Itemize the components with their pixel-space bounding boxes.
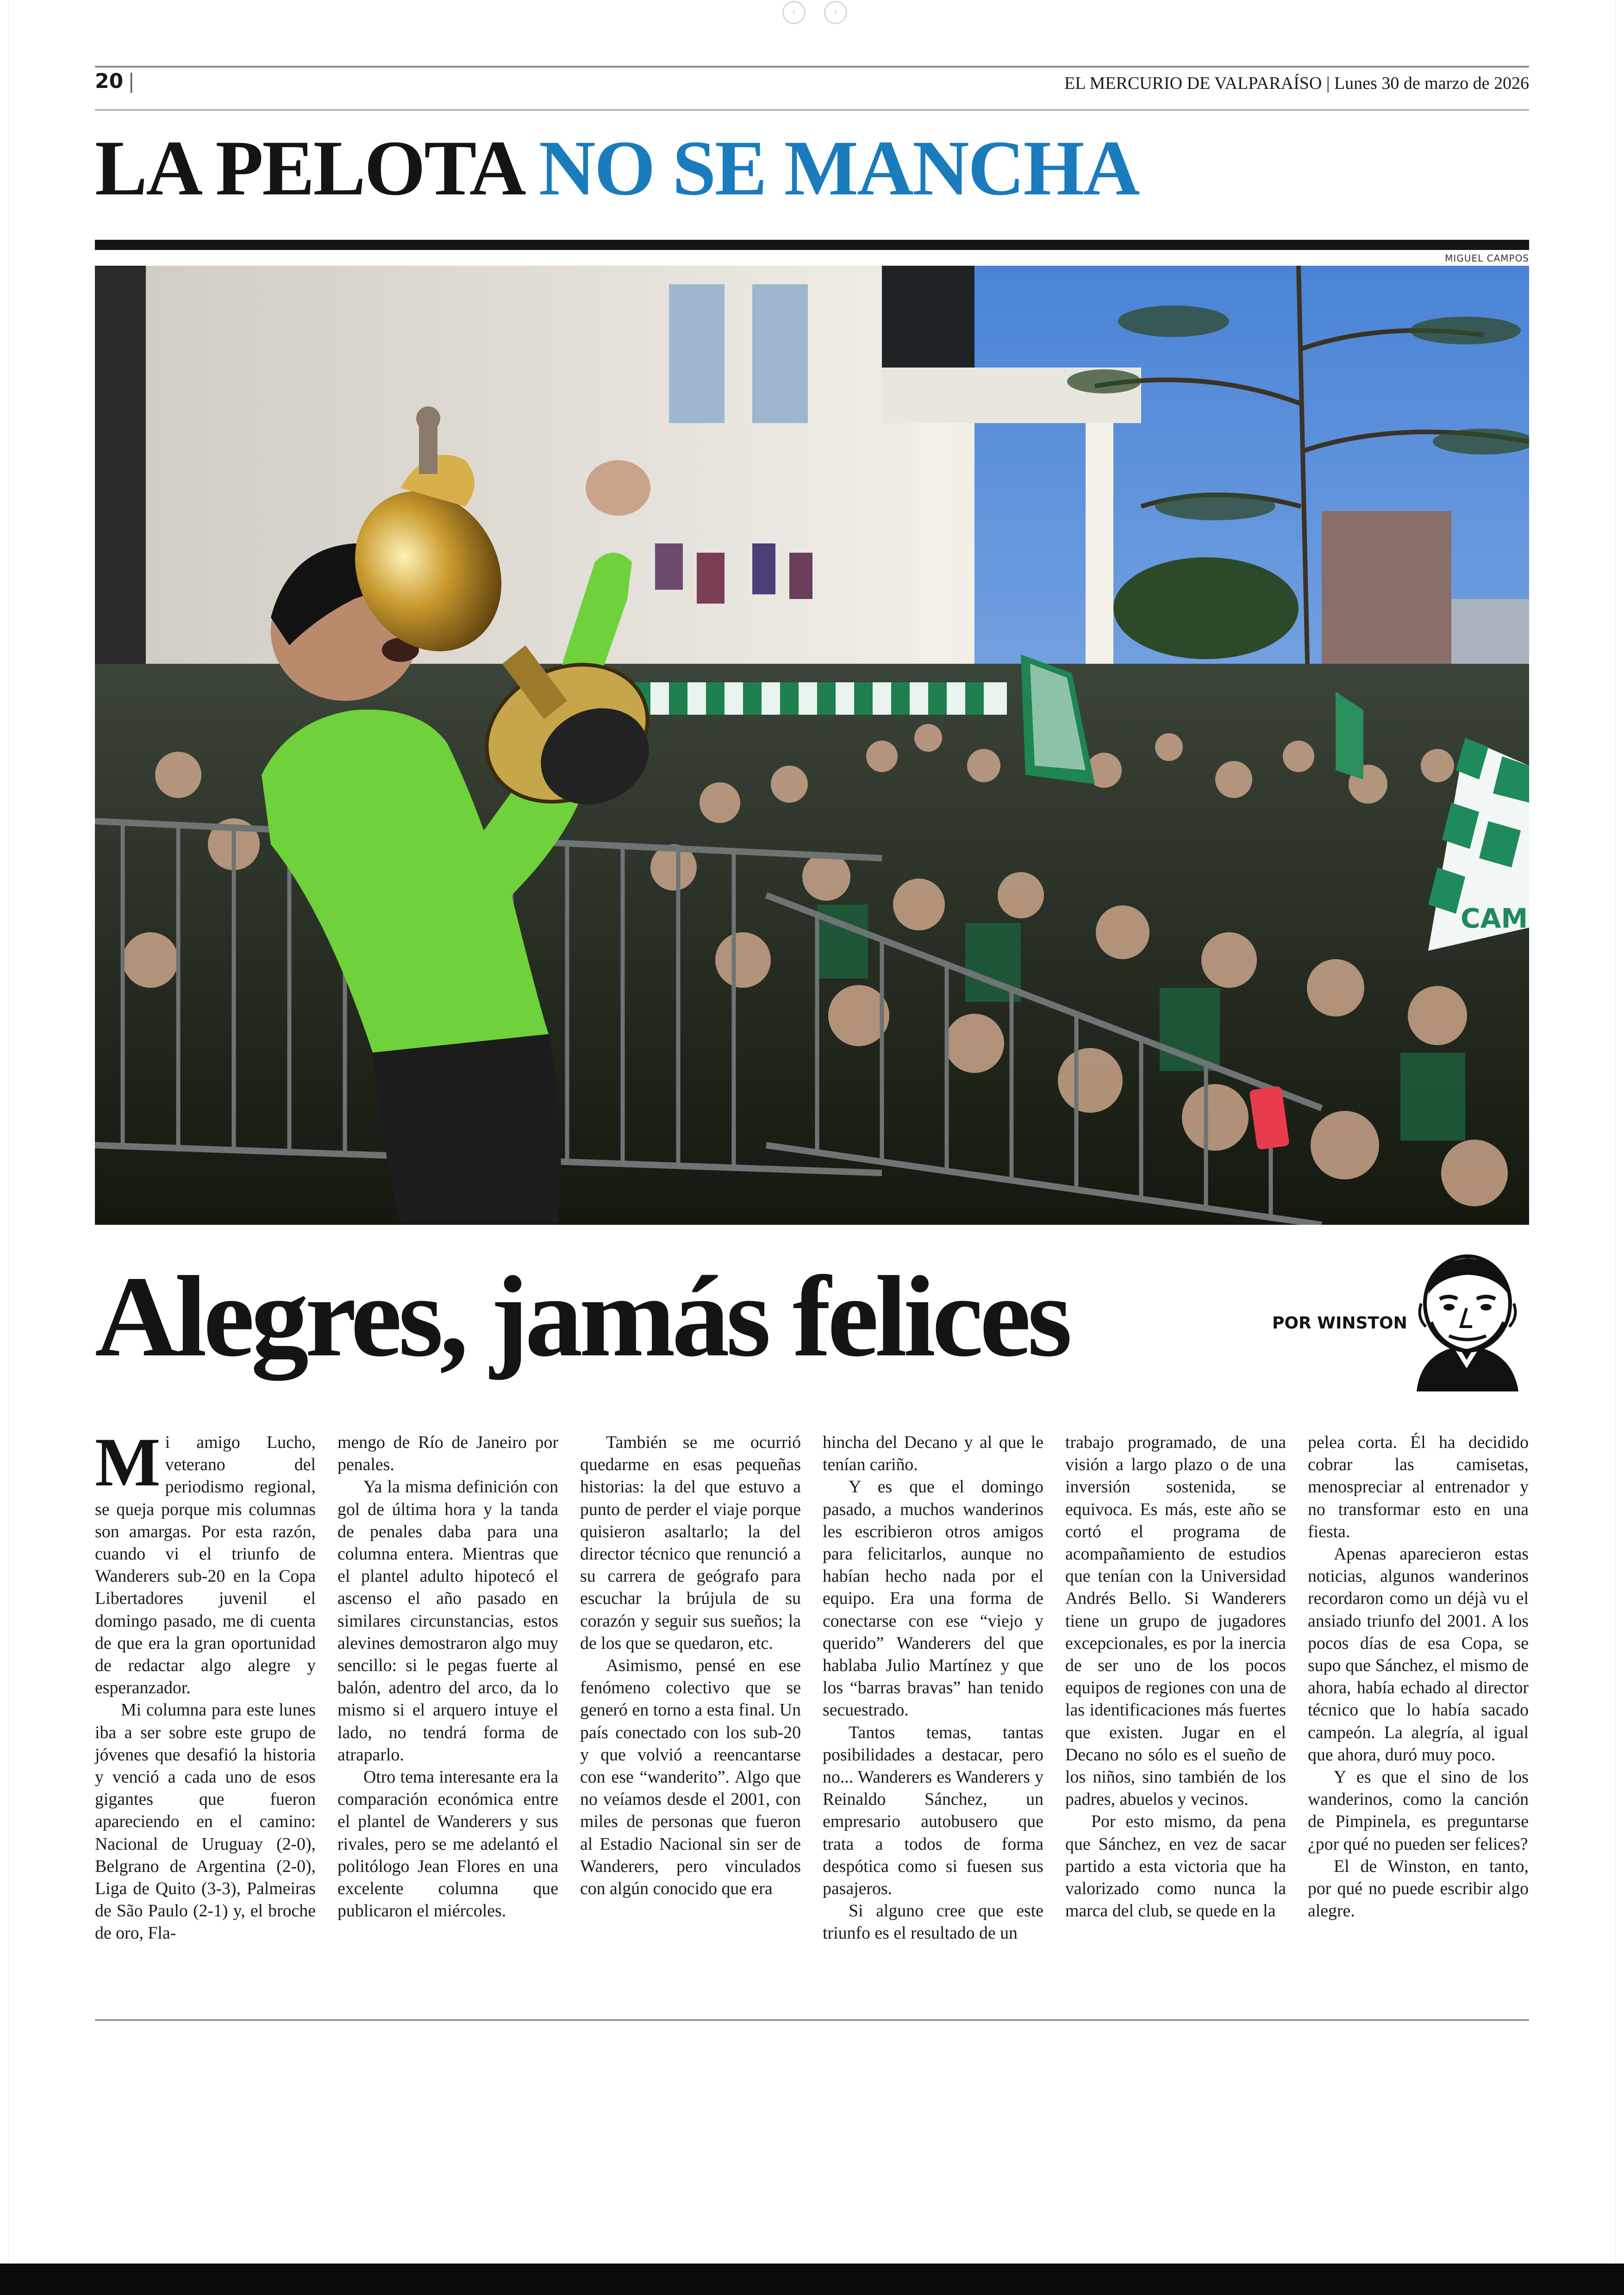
main-photo-illustration	[95, 266, 1529, 1225]
article-paragraph: Ya la misma definición con gol de última hora y la tanda de penales daba para una columna entera. Mientras que el plantel adulto hipotecó el ascenso el año pasado en similares circunstancias, estos alevines demostraron algo muy sencillo: si le pegas fuerte al balón, adentro del arco, da lo mismo si el arquero intuye el lado, no tendrá forma de atraparlo.	[337, 1477, 558, 1765]
article-paragraph: Por esto mismo, da pena que Sánchez, en vez de sacar partido a esta victoria que ha valorizado como nunca la marca del club, se quede en la	[1065, 1812, 1286, 1921]
article-paragraph	[95, 1424, 316, 1699]
page-number	[95, 69, 135, 93]
paragraph-text: i amigo Lucho, veterano del periodismo regional, se queja porque mis columnas son amargas. Por esta razón, cuando vi el triunfo de Wanderers sub-20 en la Copa Libertadores juvenil el domingo pasado, me di cuenta de que era la gran oportunidad de redactar algo alegre y esperanzador.	[95, 1433, 316, 1698]
article-paragraph: Si alguno cree que este triunfo es el resultado de un	[823, 1901, 1043, 1943]
author-portrait-drawing	[1403, 1253, 1530, 1391]
article-column-6	[1308, 1431, 1529, 1921]
article-column-4	[823, 1431, 1043, 1943]
flag-text: CAM	[1461, 903, 1528, 934]
section-title-black: LA PELOTA	[95, 125, 521, 212]
previous-page-icon[interactable]: ‹	[782, 1, 806, 24]
main-photo	[95, 266, 1529, 1225]
article-paragraph: El de Winston, en tanto, por qué no puede escribir algo alegre.	[1308, 1856, 1529, 1921]
viewer-bottom-bar	[0, 2264, 1624, 2295]
header-top-rule	[95, 66, 1529, 68]
article-paragraph: Asimismo, pensé en ese fenómeno colectivo que se generó en torno a esta final. Un país conectado con los sub-20 y que volvió a reencantarse con ese “wanderito”. Algo que no veíamos desde el 2001, con miles de personas que fueron al Estadio Nacional sin ser de Wanderers, pero vinculados con algún conocido que era	[580, 1656, 801, 1899]
photo-credit: MIGUEL CAMPOS	[1445, 253, 1529, 264]
footer-rule	[95, 2019, 1529, 2021]
newspaper-date-line: EL MERCURIO DE VALPARAÍSO | Lunes 30 de marzo de 2026	[1064, 74, 1529, 93]
page-pager	[782, 1, 847, 24]
article-paragraph: Y es que el sino de los wanderinos, como la canción de Pimpinela, es preguntarse ¿por qué no pueden ser felices?	[1308, 1767, 1529, 1854]
article-column-1	[95, 1424, 316, 1943]
article-paragraph: hincha del Decano y al que le tenían cariño.	[823, 1433, 1043, 1475]
article-paragraph: También se me ocurrió quedarme en esas pequeñas historias: la del que estuvo a punto de perder el viaje porque quisieron asaltarlo; la del director técnico que renunció a su carrera de geógrafo para escuchar la brújula de su corazón y seguir sus sueños; la de los que se quedaron, etc.	[580, 1433, 801, 1653]
article-paragraph: pelea corta. Él ha decidido cobrar las camisetas, menospreciar al entrenador y no transformar esto en una fiesta.	[1308, 1433, 1529, 1541]
article-byline: POR WINSTON	[1272, 1314, 1407, 1333]
page-number-separator: |	[128, 69, 135, 93]
article-paragraph: Otro tema interesante era la comparación económica entre el plantel de Wanderers y sus rivales, pero se me adelantó el politólogo Jean Flores en una excelente columna que publicaron el miércoles.	[337, 1767, 558, 1921]
article-column-3	[580, 1431, 801, 1908]
header-bottom-rule	[95, 109, 1529, 111]
article-paragraph: trabajo programado, de una visión a largo plazo o de una inversión sostenida, se equivoca. Es más, este año se cortó el programa de acompañamiento de estudios que tenían con la Universidad Andrés Bello. Si Wanderers tiene un grupo de jugadores excepcionales, es por la inercia de ser uno de los pocos equipos de regiones con una de las identificaciones más fuertes que existen. Jugar en el Decano no sólo es el sueño de los niños, sino también de los padres, abuelos y vecinos.	[1065, 1433, 1286, 1809]
next-page-icon[interactable]: ›	[824, 1, 847, 24]
section-rule	[95, 240, 1529, 250]
article-column-2	[337, 1431, 558, 1921]
page-number-text: 20	[95, 69, 124, 93]
article-paragraph: Y es que el domingo pasado, a muchos wanderinos les escribieron otros amigos para felicitarlos, aunque no habían hecho nada por el equipo. Era una forma de conectarse con ese “viejo y querido” Wanderers del que hablaba Julio Martínez y que los “barras bravas” han tenido secuestrado.	[823, 1477, 1043, 1720]
article-headline: Alegres, jamás felices	[95, 1253, 1069, 1381]
drop-cap: M	[95, 1424, 161, 1501]
article-paragraph: Apenas aparecieron estas noticias, algunos wanderinos recordaron como un déjà vu el ansiado triunfo del 2001. A los pocos días de esa Copa, se supo que Sánchez, el mismo de ahora, había echado al director técnico que lo había sacado campeón. La alegría, al igual que ahora, duró muy poco.	[1308, 1544, 1529, 1765]
article-paragraph: Mi columna para este lunes iba a ser sobre este grupo de jóvenes que desafió la historia y venció a cada uno de esos gigantes que fueron apareciendo en el camino: Nacional de Uruguay (2-0), Belgrano de Argentina (2-0), Liga de Quito (3-3), Palmeiras de São Paulo (2-1) y, el broche de oro, Fla-	[95, 1700, 316, 1943]
section-title	[95, 125, 1139, 212]
article-body	[95, 1424, 1529, 1943]
article-paragraph: Tantos temas, tantas posibilidades a destacar, pero no... Wanderers es Wanderers y Reinaldo Sánchez, un empresario autobusero que trata a todos de forma despótica como si fuesen sus pasajeros.	[823, 1722, 1043, 1899]
article-column-5	[1065, 1431, 1286, 1921]
article-paragraph: mengo de Río de Janeiro por penales.	[337, 1433, 558, 1475]
author-portrait	[1403, 1253, 1530, 1391]
section-title-blue: NO SE MANCHA	[538, 125, 1139, 212]
